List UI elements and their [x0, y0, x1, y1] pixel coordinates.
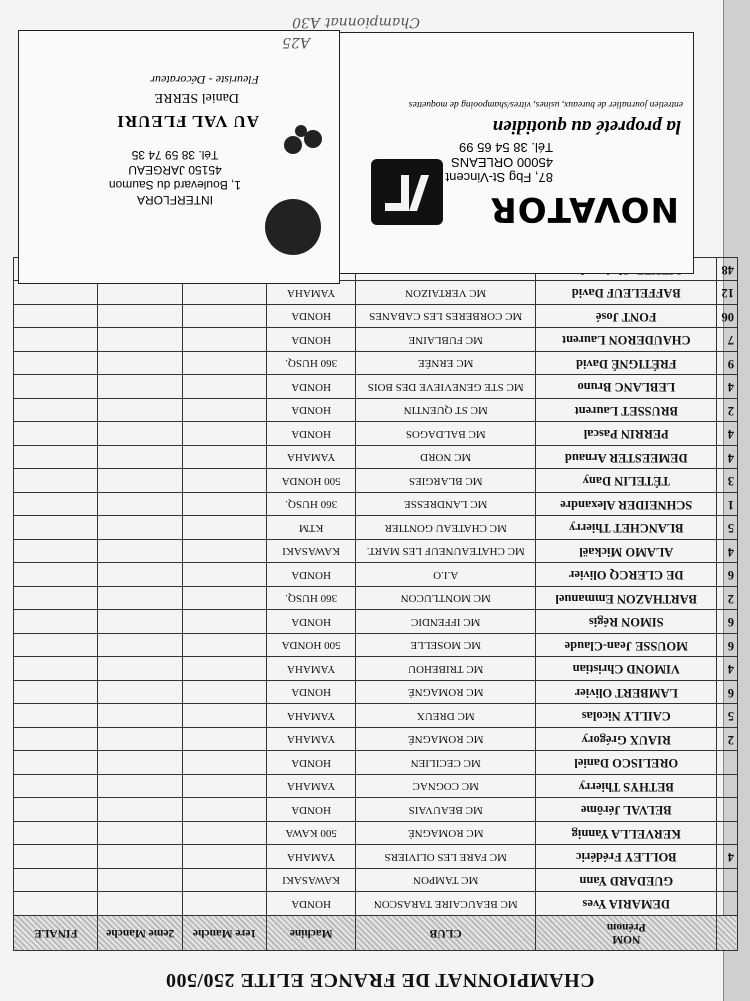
rider-name: PERRIN Pascal [536, 422, 717, 446]
rider-machine: KAWASAKI [267, 869, 356, 893]
header-manche-2: 2eme Manche [98, 916, 182, 951]
val-fleuri-details [85, 147, 265, 207]
rider-club: MC IFFENDIC [355, 610, 536, 634]
table-row [14, 422, 738, 446]
rider-number: 4 [717, 657, 738, 681]
table-row [14, 563, 738, 587]
manche-1-cell [182, 892, 266, 916]
manche-1-cell [182, 610, 266, 634]
rider-number: 6 [717, 634, 738, 658]
val-fleuri-tel: Tél. 38 59 74 35 [131, 148, 219, 162]
rider-name: GUEDARD Yann [536, 869, 717, 893]
rider-club: MC COGNAC [355, 775, 536, 799]
manche-1-cell [182, 751, 266, 775]
rider-machine: YAMAHA [267, 845, 356, 869]
rider-machine: YAMAHA [267, 704, 356, 728]
rider-number: 4 [717, 422, 738, 446]
rider-number: 4 [717, 540, 738, 564]
manche-1-cell [182, 422, 266, 446]
manche-1-cell [182, 822, 266, 846]
manche-2-cell [98, 328, 182, 352]
rider-machine: HONDA [267, 328, 356, 352]
table-row [14, 704, 738, 728]
table-row [14, 305, 738, 329]
rider-number: 2 [717, 399, 738, 423]
manche-1-cell [182, 516, 266, 540]
novator-logo-icon [371, 159, 443, 225]
rider-club: MC CHATEAUNEUF LES MART. [355, 540, 536, 564]
finale-cell [14, 587, 99, 611]
rider-number: 7 [717, 328, 738, 352]
rider-number: 6 [717, 681, 738, 705]
finale-cell [14, 563, 99, 587]
rider-machine: HONDA [267, 422, 356, 446]
header-number [717, 916, 738, 951]
rider-name: BRUSSET Laurent [536, 399, 717, 423]
manche-2-cell [98, 352, 182, 376]
manche-1-cell [182, 540, 266, 564]
header-club: CLUB [355, 916, 536, 951]
rider-machine: HONDA [267, 610, 356, 634]
rider-name: TÉTELIN Dany [536, 469, 717, 493]
finale-cell [14, 375, 99, 399]
rider-club: MC BEAUCAIRE TARASCON [355, 892, 536, 916]
handwritten-note-1: Championnat [324, 14, 420, 30]
rider-name: ORELISCO Daniel [536, 751, 717, 775]
manche-1-cell [182, 305, 266, 329]
manche-2-cell [98, 822, 182, 846]
rider-machine: HONDA [267, 375, 356, 399]
rider-machine: HONDA [267, 399, 356, 423]
rider-club: MC ROMAGNÉ [355, 728, 536, 752]
manche-1-cell [182, 563, 266, 587]
rider-club: MC ROMAGNÉ [355, 681, 536, 705]
finale-cell [14, 399, 99, 423]
manche-2-cell [98, 869, 182, 893]
manche-2-cell [98, 728, 182, 752]
rider-club: MC ERNÉE [355, 352, 536, 376]
results-rows [14, 258, 738, 916]
rider-name: RIAUX Grégory [536, 728, 717, 752]
val-fleuri-ad [18, 30, 340, 284]
manche-2-cell [98, 305, 182, 329]
table-row [14, 352, 738, 376]
manche-1-cell [182, 493, 266, 517]
finale-cell [14, 469, 99, 493]
novator-address-1: 87, Fbg St-Vincent [445, 170, 553, 185]
rider-club: MC CHATEAU GONTIER [355, 516, 536, 540]
manche-2-cell [98, 892, 182, 916]
rider-name: BAFFELEUF David [536, 281, 717, 305]
rider-number: 3 [717, 469, 738, 493]
rider-machine: YAMAHA [267, 446, 356, 470]
manche-1-cell [182, 869, 266, 893]
finale-cell [14, 681, 99, 705]
finale-cell [14, 305, 99, 329]
novator-brand: NOVATOR [489, 189, 679, 229]
novator-address [446, 140, 553, 185]
rider-name: FRÉTIGNÉ David [536, 352, 717, 376]
rider-machine: KTM [267, 516, 356, 540]
rider-machine: 500 KAWA [267, 822, 356, 846]
table-row [14, 328, 738, 352]
rider-name: SCHNEIDER Alexandre [536, 493, 717, 517]
rider-number: 9 [717, 352, 738, 376]
novator-slogan: la propreté au quotidien [492, 116, 681, 137]
rider-name: ALAMO Mickaël [536, 540, 717, 564]
rider-number: 6 [717, 563, 738, 587]
rider-name: BOLLEY Frédéric [536, 845, 717, 869]
finale-cell [14, 775, 99, 799]
manche-2-cell [98, 634, 182, 658]
manche-1-cell [182, 728, 266, 752]
manche-2-cell [98, 469, 182, 493]
rider-club: A.I.O [355, 563, 536, 587]
finale-cell [14, 728, 99, 752]
finale-cell [14, 798, 99, 822]
rider-machine: 360 HUSQ. [267, 352, 356, 376]
finale-cell [14, 493, 99, 517]
finale-cell [14, 540, 99, 564]
finale-cell [14, 446, 99, 470]
rider-number: 1 [717, 493, 738, 517]
rider-number: 2 [717, 728, 738, 752]
manche-2-cell [98, 751, 182, 775]
header-machine: Machine [267, 916, 356, 951]
rider-number: 4 [717, 446, 738, 470]
rider-name: DEMARIA Yves [536, 892, 717, 916]
rider-machine: HONDA [267, 681, 356, 705]
rider-number: 6 [717, 610, 738, 634]
rider-club: MC TRIBEHOU [355, 657, 536, 681]
rider-machine: HONDA [267, 751, 356, 775]
table-header-row [14, 916, 738, 951]
table-row [14, 657, 738, 681]
finale-cell [14, 657, 99, 681]
rider-machine: YAMAHA [267, 281, 356, 305]
rider-number: 48 [717, 258, 738, 282]
rider-machine: 500 HONDA [267, 469, 356, 493]
rider-machine: 360 HUSQ. [267, 493, 356, 517]
finale-cell [14, 422, 99, 446]
rider-club: MC FUBLAINE [355, 328, 536, 352]
finale-cell [14, 751, 99, 775]
rider-name: BARTHAZON Emmanuel [536, 587, 717, 611]
finale-cell [14, 610, 99, 634]
rider-club: MC BALDAGOS [355, 422, 536, 446]
results-table [13, 257, 738, 951]
rider-number [717, 775, 738, 799]
table-row [14, 775, 738, 799]
rider-machine: HONDA [267, 798, 356, 822]
val-fleuri-person: Daniel SERRE [154, 90, 239, 105]
rider-machine: HONDA [267, 892, 356, 916]
table-row [14, 540, 738, 564]
rider-number [717, 869, 738, 893]
table-row [14, 892, 738, 916]
manche-1-cell [182, 587, 266, 611]
rider-name: LAMBERT Olivier [536, 681, 717, 705]
rider-number [717, 822, 738, 846]
novator-tagline: entretien journalier de bureaux, usines, vitres/shampooing de moquettes [408, 99, 683, 109]
manche-2-cell [98, 563, 182, 587]
rider-number: 2 [717, 587, 738, 611]
rider-name: BETHYS Thierry [536, 775, 717, 799]
manche-1-cell [182, 845, 266, 869]
rider-number: 12 [717, 281, 738, 305]
table-row [14, 399, 738, 423]
rider-club: MC MOSELLE [355, 634, 536, 658]
rider-number [717, 892, 738, 916]
finale-cell [14, 869, 99, 893]
manche-2-cell [98, 681, 182, 705]
manche-1-cell [182, 657, 266, 681]
handwritten-note-3: A25 [282, 34, 310, 50]
manche-2-cell [98, 704, 182, 728]
rider-machine: 360 HUSQ. [267, 587, 356, 611]
table-row [14, 845, 738, 869]
manche-1-cell [182, 328, 266, 352]
finale-cell [14, 516, 99, 540]
rider-machine: HONDA [267, 305, 356, 329]
rider-machine: HONDA [267, 563, 356, 587]
table-row [14, 798, 738, 822]
rider-name: VIMOND Christian [536, 657, 717, 681]
rider-club: MC ROMAGNÉ [355, 822, 536, 846]
table-row [14, 681, 738, 705]
table-row [14, 587, 738, 611]
header-nom: NOM [612, 933, 641, 945]
rider-club: MC CECILIEN [355, 751, 536, 775]
val-fleuri-network: INTERFLORA [137, 193, 214, 207]
header-manche-1: 1ere Manche [182, 916, 266, 951]
rider-machine: KAWASAKI [267, 540, 356, 564]
rider-name: BLANCHET Thierry [536, 516, 717, 540]
header-prenom: Prénom [606, 921, 646, 933]
finale-cell [14, 845, 99, 869]
manche-2-cell [98, 375, 182, 399]
rider-name: DEMEESTER Arnaud [536, 446, 717, 470]
novator-ad [332, 32, 694, 274]
rider-number: 4 [717, 375, 738, 399]
rider-number [717, 798, 738, 822]
val-fleuri-address-2: 45150 JARGEAU [128, 163, 222, 177]
rider-name: LEBLANC Bruno [536, 375, 717, 399]
table-row [14, 634, 738, 658]
rider-club: MC CORBERES LES CABANES [355, 305, 536, 329]
manche-2-cell [98, 516, 182, 540]
manche-1-cell [182, 798, 266, 822]
manche-2-cell [98, 587, 182, 611]
rider-name: MOUSSE Jean-Claude [536, 634, 717, 658]
manche-1-cell [182, 399, 266, 423]
manche-2-cell [98, 798, 182, 822]
table-row [14, 446, 738, 470]
manche-2-cell [98, 540, 182, 564]
sponsor-area [10, 6, 740, 286]
manche-2-cell [98, 657, 182, 681]
novator-address-2: 45000 ORLEANS [451, 155, 553, 170]
rider-club: MC ST QUENTIN [355, 399, 536, 423]
manche-2-cell [98, 610, 182, 634]
manche-2-cell [98, 845, 182, 869]
header-finale: FINALE [14, 916, 99, 951]
manche-2-cell [98, 446, 182, 470]
rider-club: MC NORD [355, 446, 536, 470]
rider-club: MC LANDRESSE [355, 493, 536, 517]
finale-cell [14, 704, 99, 728]
rider-machine: YAMAHA [267, 775, 356, 799]
rider-number: 06 [717, 305, 738, 329]
rider-name: CHAUDERON Laurent [536, 328, 717, 352]
rider-club: MC BEAUVAIS [355, 798, 536, 822]
manche-1-cell [182, 634, 266, 658]
manche-1-cell [182, 375, 266, 399]
manche-1-cell [182, 446, 266, 470]
rider-number: 5 [717, 704, 738, 728]
rider-club: MC BLARGIES [355, 469, 536, 493]
val-fleuri-name: AU VAL FLEURI [116, 112, 259, 131]
rider-machine: YAMAHA [267, 657, 356, 681]
finale-cell [14, 634, 99, 658]
manche-2-cell [98, 399, 182, 423]
rider-club: MC DREUX [355, 704, 536, 728]
rider-name: BELVAL Jérôme [536, 798, 717, 822]
finale-cell [14, 328, 99, 352]
rider-number [717, 751, 738, 775]
flowers-icon [275, 123, 327, 163]
rider-name: KERVELLA Yannig [536, 822, 717, 846]
rider-number: 4 [717, 845, 738, 869]
rider-club: MC FARE LES OLIVIERS [355, 845, 536, 869]
table-row [14, 375, 738, 399]
manche-1-cell [182, 681, 266, 705]
rider-machine: YAMAHA [267, 728, 356, 752]
val-fleuri-role: Fleuriste - Décorateur [150, 73, 259, 87]
rider-club: MC VERTAIZON [355, 281, 536, 305]
val-fleuri-address-1: 1, Boulevard du Saumon [108, 178, 242, 192]
manche-1-cell [182, 469, 266, 493]
table-row [14, 751, 738, 775]
manche-1-cell [182, 704, 266, 728]
table-row [14, 610, 738, 634]
rider-name: SIMON Régis [536, 610, 717, 634]
manche-1-cell [182, 352, 266, 376]
novator-tel: Tél. 38 54 65 99 [459, 140, 553, 155]
table-row [14, 869, 738, 893]
page-title: CHAMPIONNAT DE FRANCE ELITE 250/500 [165, 969, 595, 991]
table-row [14, 516, 738, 540]
header-name [536, 916, 717, 951]
rider-name: DE CLERCQ Olivier [536, 563, 717, 587]
rider-machine: 500 HONDA [267, 634, 356, 658]
rider-number: 5 [717, 516, 738, 540]
rider-club: MC MONTLUCON [355, 587, 536, 611]
manche-2-cell [98, 775, 182, 799]
rider-name: CAILLY Nicolas [536, 704, 717, 728]
table-row [14, 493, 738, 517]
finale-cell [14, 352, 99, 376]
manche-2-cell [98, 493, 182, 517]
rider-club: MC TAMPON [355, 869, 536, 893]
finale-cell [14, 892, 99, 916]
finale-cell [14, 822, 99, 846]
rider-club: MC STE GENEVIEVE DES BOIS [355, 375, 536, 399]
rider-name: FONT José [536, 305, 717, 329]
table-row [14, 822, 738, 846]
manche-2-cell [98, 422, 182, 446]
table-row [14, 728, 738, 752]
handwritten-note-2: A30 [292, 14, 320, 30]
table-row [14, 469, 738, 493]
manche-1-cell [182, 775, 266, 799]
interflora-emblem-icon [265, 199, 321, 255]
